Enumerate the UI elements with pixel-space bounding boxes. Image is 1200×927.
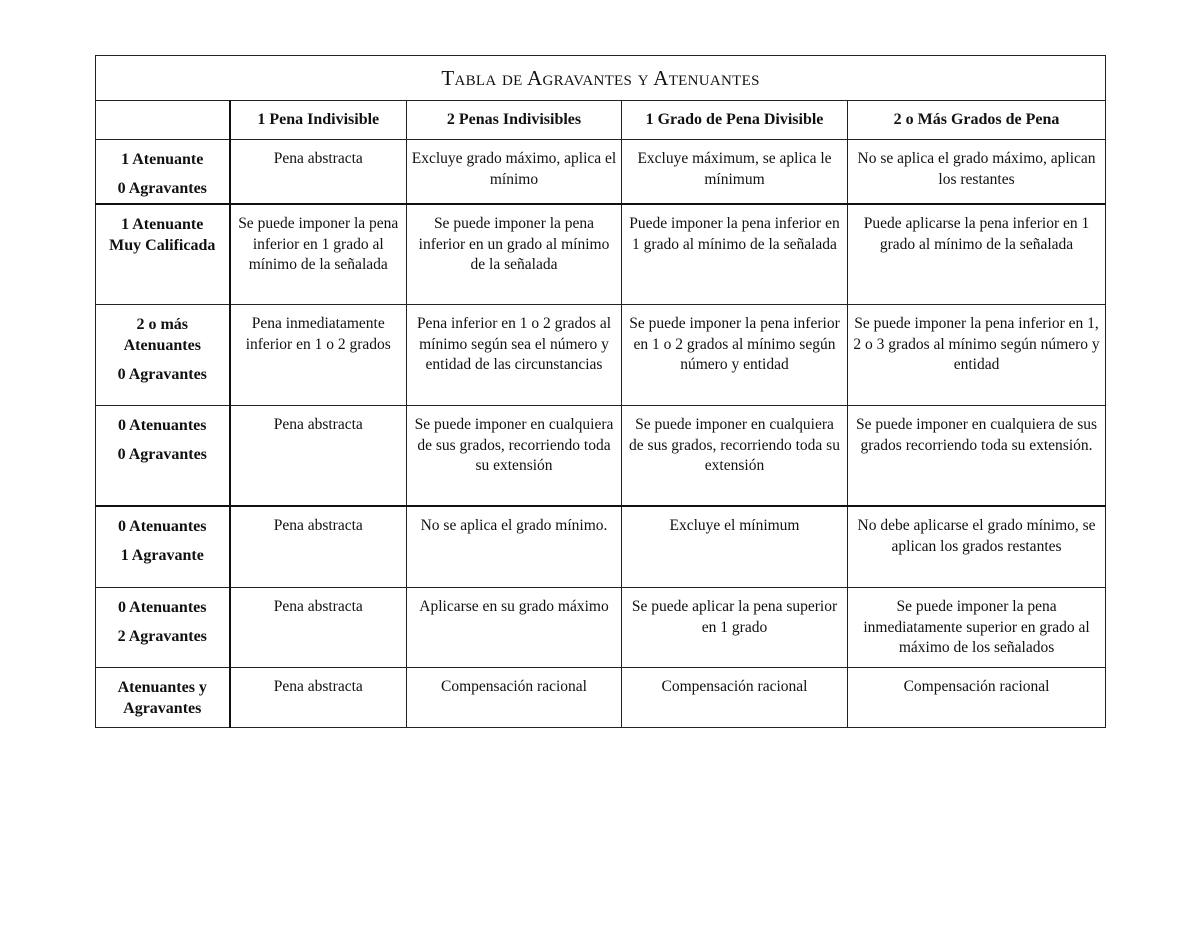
table-cell: Puede aplicarse la pena inferior en 1 grado al mínimo de la señalada [848,204,1106,305]
table-row [96,140,1106,205]
row-label [96,406,230,507]
table-cell: No debe aplicarse el grado mínimo, se aplican los grados restantes [848,506,1106,588]
corner-cell [96,101,230,140]
table-cell: Compensación racional [622,668,848,728]
row-label [96,506,230,588]
table-cell: Excluye máximum, se aplica le mínimum [622,140,848,205]
column-header: 2 Penas Indivisibles [407,101,622,140]
column-header: 1 Grado de Pena Divisible [622,101,848,140]
penalty-table [95,55,1106,728]
table-row [96,204,1106,305]
row-label-line: 1 Agravante [120,547,204,564]
table-row [96,588,1106,668]
title-row [96,56,1106,101]
table-cell: Pena abstracta [230,406,407,507]
table-cell: Compensación racional [407,668,622,728]
row-label [96,668,230,728]
table-cell: Se puede imponer en cualquiera de sus grados recorriendo toda su extensión. [848,406,1106,507]
row-label-line: 0 Agravantes [117,446,207,463]
table-row [96,305,1106,406]
table-cell: Pena inmediatamente inferior en 1 o 2 grados [230,305,407,406]
table-cell: Pena abstracta [230,668,407,728]
table-cell: Aplicarse en su grado máximo [407,588,622,668]
row-label [96,588,230,668]
row-label-line: 1 Atenuante [121,216,204,233]
row-label [96,204,230,305]
table-cell: Se puede imponer en cualquiera de sus grados, recorriendo toda su extensión [407,406,622,507]
table-cell: Se puede imponer la pena inferior en 1 o 2 grados al mínimo según número y entidad [622,305,848,406]
column-header: 1 Pena Indivisible [230,101,407,140]
table-cell: No se aplica el grado máximo, aplican los restantes [848,140,1106,205]
table-cell: Se puede imponer la pena inferior en 1, 2 o 3 grados al mínimo según número y entidad [848,305,1106,406]
row-label-line: 0 Agravantes [117,180,207,197]
table-cell: Pena abstracta [230,588,407,668]
row-label-line: 0 Atenuantes [118,599,207,616]
table-cell: Pena inferior en 1 o 2 grados al mínimo según sea el número y entidad de las circunstancias [407,305,622,406]
table-cell: Se puede imponer en cualquiera de sus grados, recorriendo toda su extensión [622,406,848,507]
table-cell: No se aplica el grado mínimo. [407,506,622,588]
table-row [96,406,1106,507]
table-cell: Se puede aplicar la pena superior en 1 grado [622,588,848,668]
table-title: Tabla de Agravantes y Atenuantes [96,56,1106,101]
row-label [96,140,230,205]
column-header: 2 o Más Grados de Pena [848,101,1106,140]
row-label-line: 0 Agravantes [117,366,207,383]
table-cell: Puede imponer la pena inferior en 1 grado al mínimo de la señalada [622,204,848,305]
row-label-line: Muy Calificada [109,237,216,254]
table-cell: Se puede imponer la pena inmediatamente superior en grado al máximo de los señalados [848,588,1106,668]
table-cell: Pena abstracta [230,506,407,588]
header-row [96,101,1106,140]
row-label-line: 2 o más Atenuantes [123,316,201,354]
row-label [96,305,230,406]
row-label-line: 0 Atenuantes [118,518,207,535]
table-cell: Compensación racional [848,668,1106,728]
table-cell: Excluye grado máximo, aplica el mínimo [407,140,622,205]
table-cell: Se puede imponer la pena inferior en un grado al mínimo de la señalada [407,204,622,305]
table-cell: Se puede imponer la pena inferior en 1 grado al mínimo de la señalada [230,204,407,305]
row-label-line: 2 Agravantes [117,628,207,645]
row-label-line: Atenuantes y Agravantes [117,679,207,717]
row-label-line: 0 Atenuantes [118,417,207,434]
table-cell: Pena abstracta [230,140,407,205]
table-cell: Excluye el mínimum [622,506,848,588]
row-label-line: 1 Atenuante [121,151,204,168]
table-row [96,506,1106,588]
table-row [96,668,1106,728]
